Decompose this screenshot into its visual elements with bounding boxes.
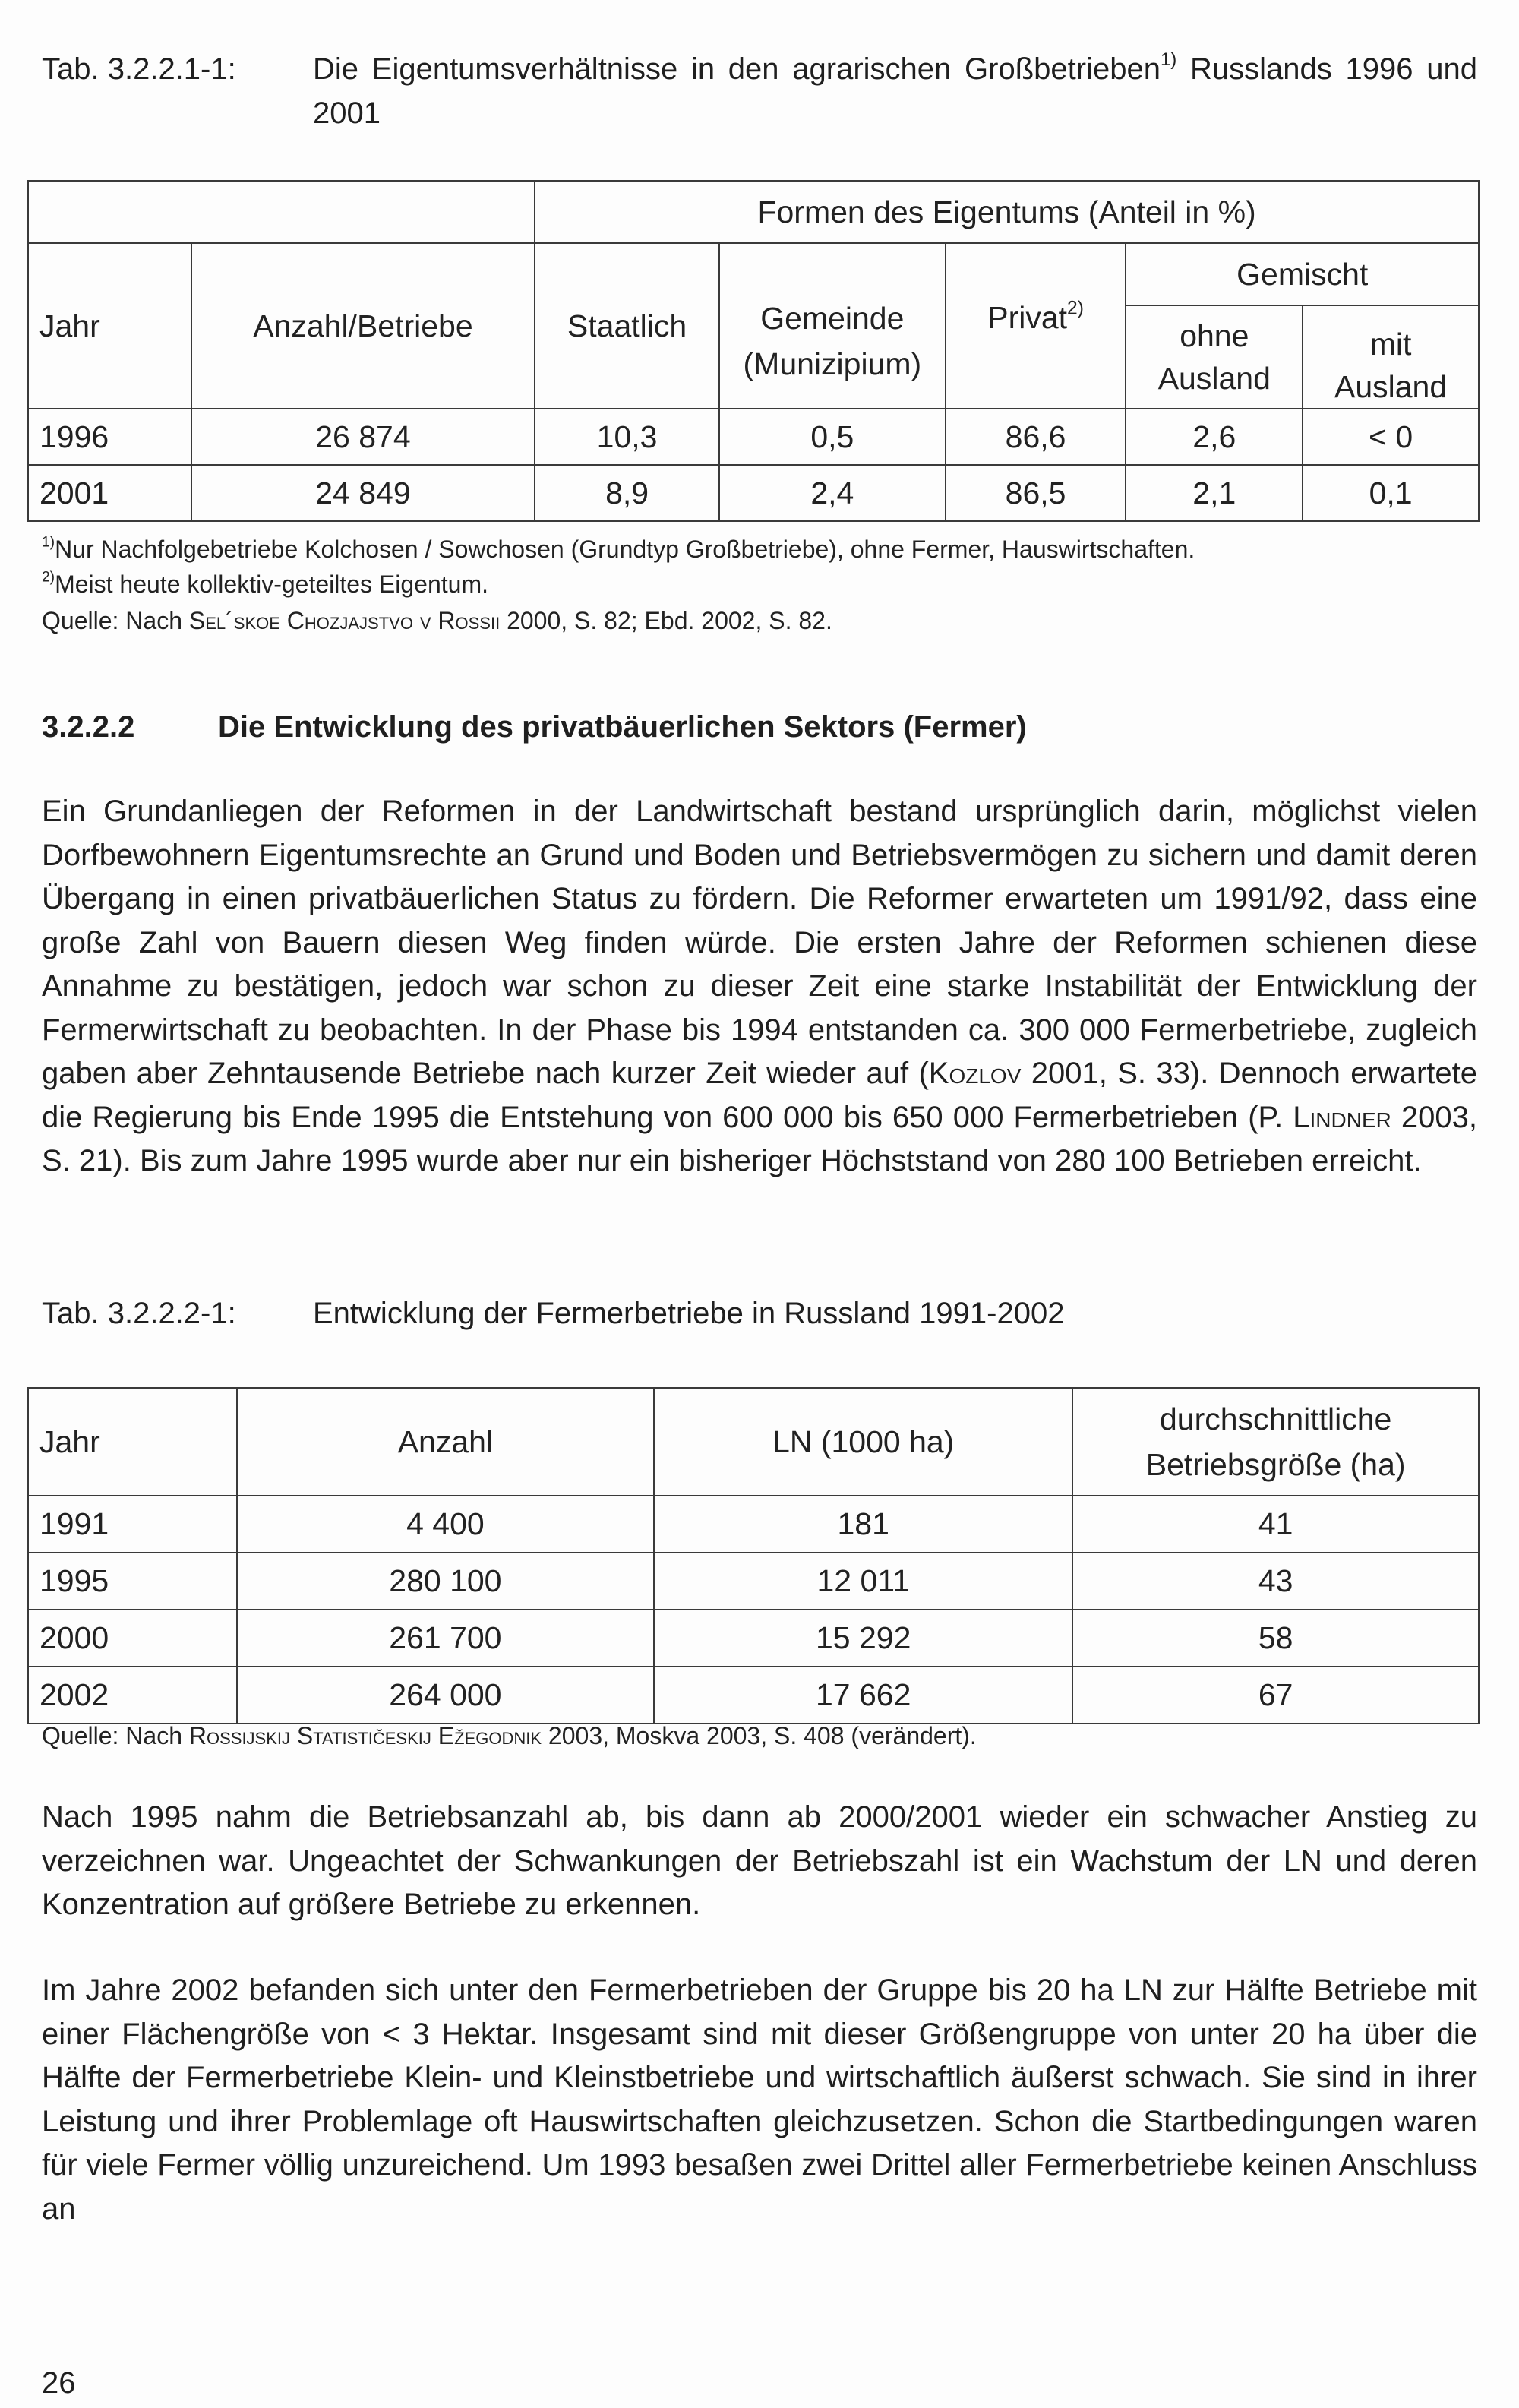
table1-caption — [42, 47, 1477, 135]
cell-gemeinde: 0,5 — [719, 409, 946, 465]
table2-header-jahr: Jahr — [28, 1388, 237, 1496]
cell-jahr: 1995 — [28, 1553, 237, 1610]
body-paragraph-1 — [42, 790, 1477, 1183]
table-row — [28, 1496, 1479, 1553]
table1-header-mit-line2: Ausland — [1334, 369, 1448, 404]
table2-header-ln: LN (1000 ha) — [654, 1388, 1072, 1496]
table1-header-gemeinde-line1: Gemeinde — [760, 301, 905, 336]
source-prefix: Quelle: Nach — [42, 607, 189, 634]
table1-caption-title-end: Russlands 1996 und 2001 — [313, 52, 1477, 130]
paragraph-text: Ein Grundanliegen der Reformen in der Landwirtschaft bestand ursprünglich darin, möglichst vielen Dorfbewohnern Eigentumsrechte an Grund und Boden und Betriebsvermögen zu sichern und damit deren Übergang in einen privatbäuerlichen Status zu fördern. Die Reformer erwarteten um 1991/92, dass eine große Zahl von Bauern diesen Weg finden würde. Die ersten Jahre der Reformen schienen diese Annahme zu bestätigen, jedoch war schon zu dieser Zeit eine starke Instabilität der Entwicklung der Fermerwirtschaft zu beobachten. In der Phase bis 1994 entstanden ca. 300 000 Fermerbetriebe, zugleich gaben aber Zehntausende Betriebe nach kurzer Zeit wieder auf ( — [42, 795, 1477, 1090]
cell-jahr: 1991 — [28, 1496, 237, 1553]
table-row — [28, 1667, 1479, 1724]
table1-column-header-row — [28, 243, 1479, 305]
cell-jahr: 2001 — [28, 465, 191, 521]
cell-mit-ausland: 0,1 — [1303, 465, 1479, 521]
cell-ln: 15 292 — [654, 1610, 1072, 1667]
cell-jahr: 2000 — [28, 1610, 237, 1667]
cell-groesse: 67 — [1072, 1667, 1479, 1724]
table1-header-gemeinde — [719, 243, 946, 409]
table2-header-groesse — [1072, 1388, 1479, 1496]
cell-mit-ausland: < 0 — [1303, 409, 1479, 465]
cell-groesse: 41 — [1072, 1496, 1479, 1553]
cell-staatlich: 8,9 — [535, 465, 719, 521]
footnote-ref: 1) — [1160, 49, 1177, 70]
table1-group-header: Formen des Eigentums (Anteil in %) — [535, 181, 1479, 243]
footnote-text: Meist heute kollektiv-geteiltes Eigentum. — [55, 570, 488, 598]
table1-header-staatlich: Staatlich — [535, 243, 719, 409]
body-paragraph-2: Nach 1995 nahm die Betriebsanzahl ab, bis dann ab 2000/2001 wieder ein schwacher Anstieg zu verzeichnen war. Ungeachtet der Schwankungen der Betriebszahl ist ein Wachstum der LN und deren Konzentration auf größere Betriebe zu erkennen. — [42, 1800, 1477, 1921]
table2-header-groesse-line2: Betriebsgröße (ha) — [1145, 1447, 1406, 1482]
cell-ln: 17 662 — [654, 1667, 1072, 1724]
table1-footnote-1 — [42, 533, 1195, 565]
cell-anzahl: 280 100 — [237, 1553, 654, 1610]
table1-header-gemeinde-line2: (Munizipium) — [743, 346, 922, 381]
table1-header-mit-ausland — [1303, 305, 1479, 409]
source-prefix: Quelle: Nach — [42, 1722, 189, 1749]
section-number: 3.2.2.2 — [42, 710, 135, 744]
section-heading — [42, 710, 1027, 744]
table1-empty-header-cell — [28, 181, 535, 243]
cell-anzahl: 26 874 — [191, 409, 535, 465]
table1-footnote-2 — [42, 568, 488, 600]
table2-header-groesse-line1: durchschnittliche — [1159, 1402, 1392, 1436]
table-row — [28, 1553, 1479, 1610]
table1-header-privat — [946, 243, 1126, 409]
table1-header-privat-label: Privat — [987, 299, 1068, 335]
table1-group-header-row — [28, 181, 1479, 243]
fermer-development-table — [27, 1387, 1480, 1724]
cell-anzahl: 261 700 — [237, 1610, 654, 1667]
table2-header-anzahl: Anzahl — [237, 1388, 654, 1496]
table1-caption-label: Tab. 3.2.2.1-1: — [42, 52, 236, 86]
source-title: Rossijskij Statističeskij Ežegodnik — [188, 1722, 542, 1749]
cell-anzahl: 24 849 — [191, 465, 535, 521]
author-citation: Kozlov — [928, 1057, 1022, 1090]
body-paragraph-3: Im Jahre 2002 befanden sich unter den Fermerbetrieben der Gruppe bis 20 ha LN zur Hälfte Betriebe mit einer Flächengröße von < 3 Hektar. Insgesamt sind mit dieser Größengruppe von unter 20 ha über die Hälfte der Fermerbetriebe Klein- und Kleinstbetriebe und wirtschaftlich äußerst schwach. Sie sind in ihrer Leistung und ihrer Problemlage oft Hauswirtschaften gleichzusetzen. Schon die Startbedingungen waren für viele Fermer völlig unzureichend. Um 1993 besaßen zwei Drittel aller Fermerbetriebe keinen Anschluss an — [42, 1973, 1477, 2226]
source-suffix: 2000, S. 82; Ebd. 2002, S. 82. — [500, 607, 832, 634]
cell-ohne-ausland: 2,6 — [1126, 409, 1303, 465]
cell-ohne-ausland: 2,1 — [1126, 465, 1303, 521]
footnote-mark: 2) — [42, 569, 55, 586]
footnote-ref: 2) — [1067, 298, 1084, 319]
table2-caption — [42, 1291, 1477, 1335]
table1-header-ohne-ausland — [1126, 305, 1303, 409]
table2-caption-text: Entwicklung der Fermerbetriebe in Russland 1991-2002 — [313, 1297, 1065, 1330]
footnote-mark: 1) — [42, 534, 55, 551]
table-row — [28, 1610, 1479, 1667]
cell-staatlich: 10,3 — [535, 409, 719, 465]
table2-header-row — [28, 1388, 1479, 1496]
table1-header-anzahl: Anzahl/Betriebe — [191, 243, 535, 409]
footnote-text: Nur Nachfolgebetriebe Kolchosen / Sowchosen (Grundtyp Großbetriebe), ohne Fermer, Hauswirtschaften. — [55, 536, 1195, 563]
cell-privat: 86,6 — [946, 409, 1126, 465]
page-number: 26 — [42, 2366, 76, 2400]
ownership-table — [27, 180, 1480, 522]
cell-gemeinde: 2,4 — [719, 465, 946, 521]
author-citation: Lindner — [1293, 1100, 1391, 1134]
cell-groesse: 43 — [1072, 1553, 1479, 1610]
table-row — [28, 465, 1479, 521]
source-title: Sel´skoe Chozjajstvo v Rossii — [188, 607, 501, 634]
table1-header-ohne-line1: ohne — [1180, 318, 1249, 353]
source-suffix: 2003, Moskva 2003, S. 408 (verändert). — [542, 1722, 977, 1749]
cell-anzahl: 4 400 — [237, 1496, 654, 1553]
cell-jahr: 2002 — [28, 1667, 237, 1724]
table1-header-gemischt: Gemischt — [1126, 243, 1479, 305]
cell-jahr: 1996 — [28, 409, 191, 465]
cell-anzahl: 264 000 — [237, 1667, 654, 1724]
table1-caption-text — [313, 47, 1477, 135]
table-row — [28, 409, 1479, 465]
cell-ln: 181 — [654, 1496, 1072, 1553]
paragraph-text: 2003, S. 21). Bis zum Jahre 1995 wurde aber nur ein bisheriger Höchststand von 280 100 Betrieben erreicht. — [42, 1100, 1477, 1177]
table1-source — [42, 605, 832, 637]
cell-groesse: 58 — [1072, 1610, 1479, 1667]
cell-privat: 86,5 — [946, 465, 1126, 521]
cell-ln: 12 011 — [654, 1553, 1072, 1610]
paragraph-text: 2001, S. 33). Dennoch erwartete die Regierung bis Ende 1995 die Entstehung von 600 000 bis 650 000 Fermerbetrieben (P. — [42, 1057, 1477, 1134]
table2-caption-label: Tab. 3.2.2.2-1: — [42, 1297, 236, 1330]
table1-header-jahr: Jahr — [28, 243, 191, 409]
table2-source — [42, 1720, 977, 1752]
table1-caption-title: Die Eigentumsverhältnisse in den agrarischen Großbetrieben — [313, 52, 1161, 86]
section-title: Die Entwicklung des privatbäuerlichen Sektors (Fermer) — [218, 710, 1027, 744]
table1-header-ohne-line2: Ausland — [1157, 361, 1271, 396]
table1-header-mit-line1: mit — [1369, 327, 1412, 362]
